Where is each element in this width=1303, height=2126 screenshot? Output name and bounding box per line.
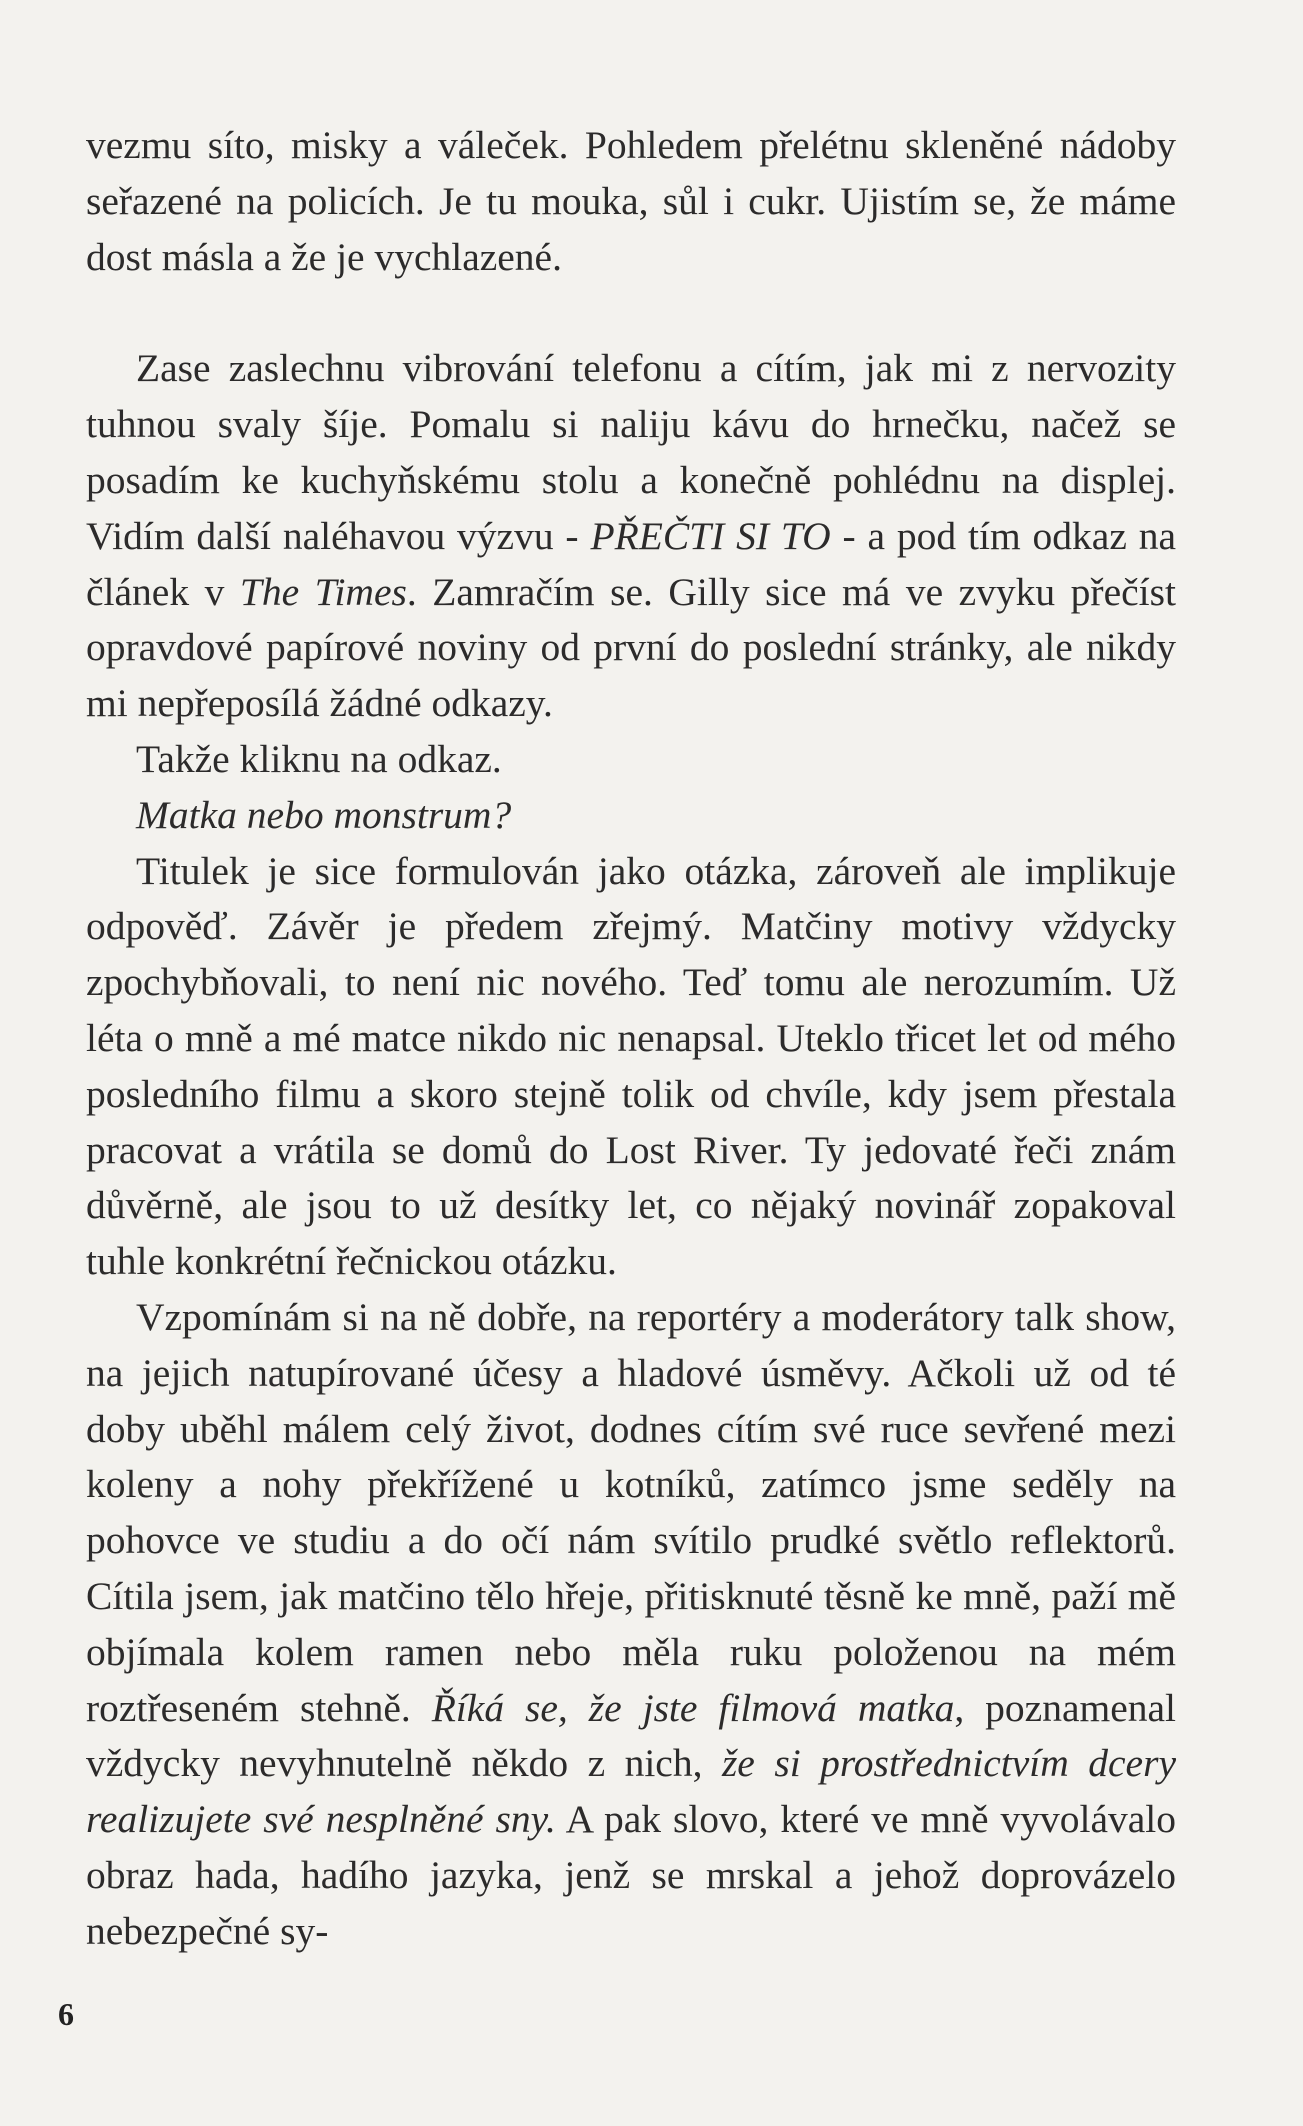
italic-segment: The Times xyxy=(239,569,407,614)
paragraph-2 xyxy=(86,341,1176,732)
paragraph-3 xyxy=(86,732,1176,788)
italic-segment: že si prostřednictvím dcery realizujete své nesplněné sny. xyxy=(86,1741,1176,1842)
text-segment: Vzpomínám si na ně dobře, na reportéry a moderátory talk show, na jejich natupírované účesy a hladové úsměvy. Ačkoli už od té doby uběhl málem celý život, dodnes cítím své ruce sevřené mezi koleny a nohy překřížené u kotníků, zatímco jsme seděly na pohovce ve studiu a do očí nám svítilo prudké světlo reflektorů. Cítila jsem, jak matčino tělo hřeje, přitisknuté těsně ke mně, paží mě objímala kolem ramen nebo měla ruku položenou na mém roztřeseném stehně. xyxy=(86,1294,1176,1730)
text-segment: Titulek je sice formulován jako otázka, zároveň ale implikuje odpověď. Závěr je předem zřejmý. Matčiny motivy vždycky zpochybňovali, to není nic nového. Teď tomu ale nerozumím. Už léta o mně a mé matce nikdo nic nenapsal. Uteklo třicet let od mého posledního filmu a skoro stejně tolik od chvíle, kdy jsem přestala pracovat a vrátila se domů do Lost River. Ty jedovaté řeči znám důvěrně, ale jsou to už desítky let, co nějaký novinář zopakoval tuhle konkrétní řečnickou otázku. xyxy=(86,848,1176,1284)
paragraph-6 xyxy=(86,1290,1176,1960)
paragraph-1 xyxy=(86,118,1176,285)
text-segment: , poznamenal vždycky nevyhnutelně někdo z nich, xyxy=(86,1685,1177,1786)
paragraph-5 xyxy=(86,844,1176,1290)
paragraph-4 xyxy=(86,788,1176,844)
text-segment: - a pod tím odkaz na článek v xyxy=(86,513,1176,614)
text-segment: Takže kliknu na odkaz. xyxy=(136,736,502,781)
body-text xyxy=(86,118,1176,1960)
italic-segment: PŘEČTI SI TO xyxy=(590,513,831,558)
page-number: 6 xyxy=(58,1996,74,2032)
text-segment: . Zamračím se. Gilly sice má ve zvyku přečíst opravdové papírové noviny od první do poslední stránky, ale nikdy mi nepřeposílá žádné odkazy. xyxy=(86,569,1176,726)
italic-segment: Říká se, že jste filmová matka xyxy=(431,1685,955,1730)
text-segment: vezmu síto, misky a váleček. Pohledem přelétnu skleněné nádoby seřazené na policích. Je tu mouka, sůl i cukr. Ujistím se, že máme dost másla a že je vychlazené. xyxy=(86,123,1176,279)
text-segment: Zase zaslechnu vibrování telefonu a cítím, jak mi z nervozity tuhnou svaly šíje. Pomalu si naliju kávu do hrnečku, načež se posadím ke kuchyňskému stolu a konečně pohlédnu na displej. Vidím další naléhavou výzvu - xyxy=(86,346,1176,558)
italic-segment: Matka nebo monstrum? xyxy=(136,792,512,837)
text-segment: A pak slovo, které ve mně vyvolávalo obraz hada, hadího jazyka, jenž se mrskal a jehož doprovázelo nebezpečné sy- xyxy=(86,1797,1176,1953)
